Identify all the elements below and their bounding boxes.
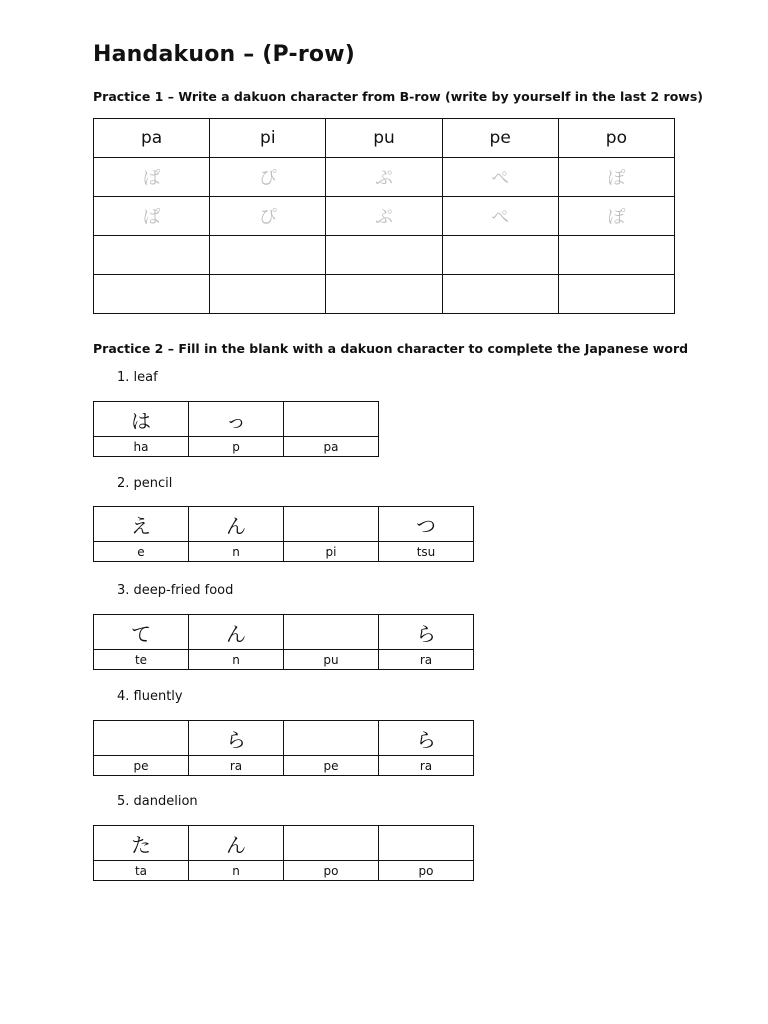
- kana-row: [94, 507, 474, 542]
- blank-write-cell[interactable]: [326, 236, 442, 275]
- romaji-row: [94, 861, 474, 881]
- kana-cell: つ: [379, 507, 474, 542]
- romaji-cell: n: [189, 650, 284, 670]
- trace-cell: ぴ: [210, 158, 326, 197]
- trace-cell: ぱ: [94, 158, 210, 197]
- romaji-cell: po: [284, 861, 379, 881]
- trace-cell: ぷ: [326, 158, 442, 197]
- trace-cell: ぴ: [210, 197, 326, 236]
- blank-kana-cell[interactable]: [284, 507, 379, 542]
- question-label: 2. pencil: [117, 476, 173, 491]
- romaji-cell: pa: [284, 437, 379, 457]
- blank-write-cell[interactable]: [210, 236, 326, 275]
- blank-kana-cell[interactable]: [284, 721, 379, 756]
- kana-cell: っ: [189, 402, 284, 437]
- trace-cell: ぺ: [442, 197, 558, 236]
- kana-row: [94, 826, 474, 861]
- page-title: Handakuon – (P-row): [93, 42, 355, 67]
- kana-row: [94, 721, 474, 756]
- romaji-cell: pe: [94, 756, 189, 776]
- romaji-row: [94, 437, 379, 457]
- romaji-cell: p: [189, 437, 284, 457]
- trace-cell: ぽ: [558, 197, 674, 236]
- kana-cell: ら: [379, 615, 474, 650]
- romaji-cell: te: [94, 650, 189, 670]
- trace-cell: ぱ: [94, 197, 210, 236]
- blank-kana-cell[interactable]: [94, 721, 189, 756]
- kana-cell: ら: [379, 721, 474, 756]
- kana-cell: た: [94, 826, 189, 861]
- romaji-cell: tsu: [379, 542, 474, 562]
- blank-write-cell[interactable]: [442, 236, 558, 275]
- question-label: 1. leaf: [117, 370, 158, 385]
- kana-cell: は: [94, 402, 189, 437]
- word-table-deep-fried-food: [93, 614, 474, 670]
- trace-cell: ぽ: [558, 158, 674, 197]
- kana-cell: ん: [189, 615, 284, 650]
- trace-row: [94, 197, 675, 236]
- trace-cell: ぷ: [326, 197, 442, 236]
- trace-row: [94, 158, 675, 197]
- trace-cell: ぺ: [442, 158, 558, 197]
- blank-write-cell[interactable]: [326, 275, 442, 314]
- blank-write-cell[interactable]: [558, 236, 674, 275]
- romaji-cell: ha: [94, 437, 189, 457]
- blank-kana-cell[interactable]: [284, 826, 379, 861]
- practice1-table: [93, 118, 675, 314]
- header-cell: pe: [442, 119, 558, 158]
- romaji-cell: pu: [284, 650, 379, 670]
- blank-kana-cell[interactable]: [379, 826, 474, 861]
- blank-write-cell[interactable]: [442, 275, 558, 314]
- romaji-cell: ra: [379, 756, 474, 776]
- romaji-cell: pe: [284, 756, 379, 776]
- kana-row: [94, 402, 379, 437]
- word-table-fluently: [93, 720, 474, 776]
- blank-kana-cell[interactable]: [284, 615, 379, 650]
- kana-cell: ら: [189, 721, 284, 756]
- header-cell: pu: [326, 119, 442, 158]
- romaji-row: [94, 650, 474, 670]
- romaji-cell: ra: [379, 650, 474, 670]
- kana-cell: て: [94, 615, 189, 650]
- question-label: 4. fluently: [117, 689, 183, 704]
- blank-kana-cell[interactable]: [284, 402, 379, 437]
- kana-cell: ん: [189, 507, 284, 542]
- practice2-instruction: Practice 2 – Fill in the blank with a dakuon character to complete the Japanese word: [93, 341, 689, 356]
- blank-write-row: [94, 236, 675, 275]
- header-cell: pa: [94, 119, 210, 158]
- romaji-cell: pi: [284, 542, 379, 562]
- word-table-leaf: [93, 401, 379, 457]
- romaji-cell: ta: [94, 861, 189, 881]
- kana-cell: ん: [189, 826, 284, 861]
- blank-write-cell[interactable]: [94, 275, 210, 314]
- romaji-cell: ra: [189, 756, 284, 776]
- question-label: 3. deep-fried food: [117, 583, 234, 598]
- romaji-row: [94, 542, 474, 562]
- blank-write-row: [94, 275, 675, 314]
- romaji-cell: n: [189, 542, 284, 562]
- practice1-header-row: [94, 119, 675, 158]
- header-cell: po: [558, 119, 674, 158]
- practice1-instruction: Practice 1 – Write a dakuon character from B-row (write by yourself in the last 2 rows): [93, 89, 704, 104]
- romaji-cell: e: [94, 542, 189, 562]
- kana-row: [94, 615, 474, 650]
- romaji-cell: n: [189, 861, 284, 881]
- romaji-row: [94, 756, 474, 776]
- word-table-pencil: [93, 506, 474, 562]
- blank-write-cell[interactable]: [558, 275, 674, 314]
- header-cell: pi: [210, 119, 326, 158]
- word-table-dandelion: [93, 825, 474, 881]
- blank-write-cell[interactable]: [210, 275, 326, 314]
- blank-write-cell[interactable]: [94, 236, 210, 275]
- kana-cell: え: [94, 507, 189, 542]
- romaji-cell: po: [379, 861, 474, 881]
- question-label: 5. dandelion: [117, 794, 198, 809]
